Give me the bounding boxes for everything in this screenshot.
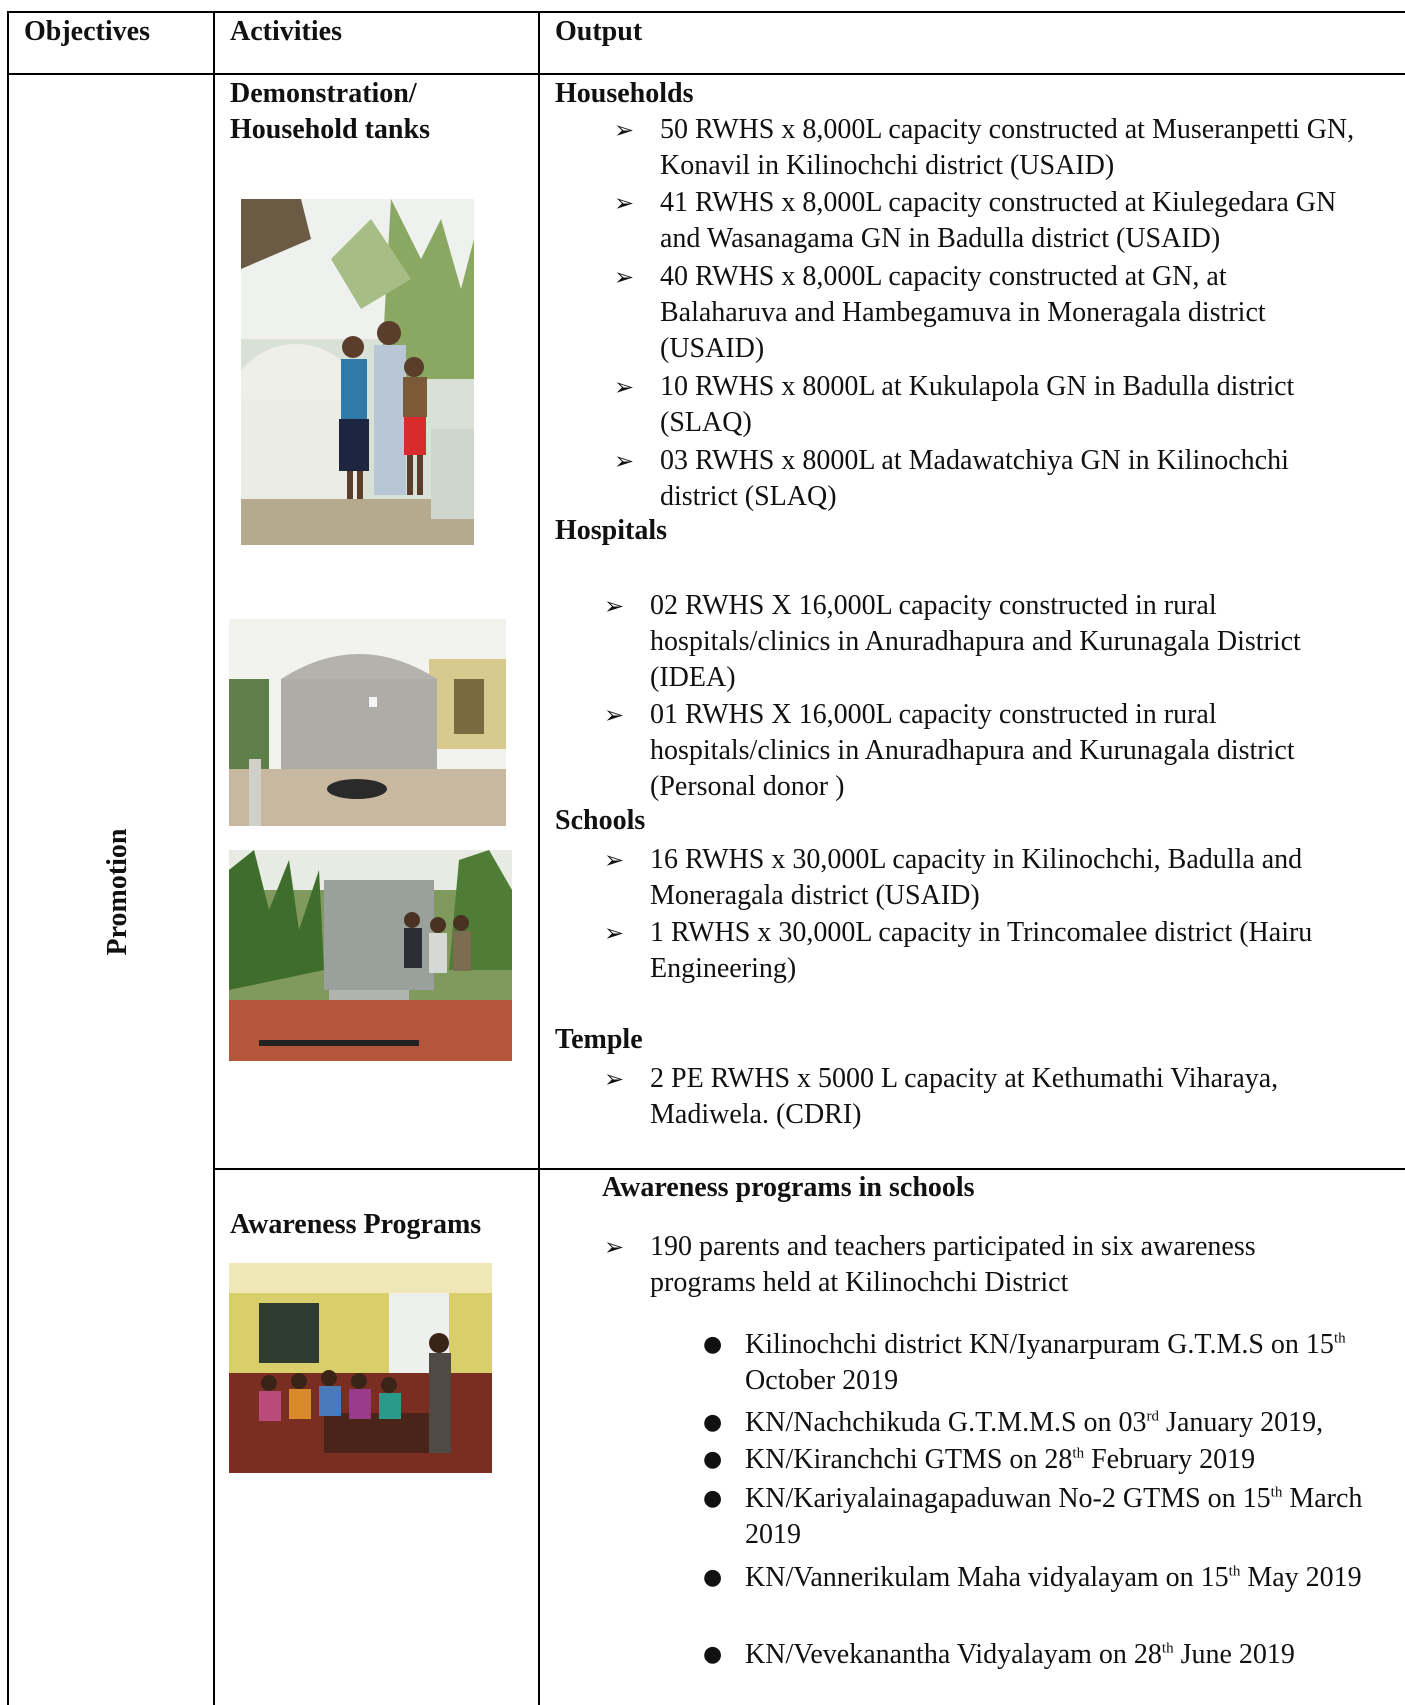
arrowhead-bullet-icon: ➢	[604, 1233, 625, 1261]
awareness-section-title: Awareness programs in schools	[602, 1172, 975, 1203]
arrowhead-bullet-icon: ➢	[604, 846, 625, 874]
activity-demonstration-title: Demonstration/ Household tanks	[230, 78, 430, 145]
arrowhead-bullet-icon: ➢	[614, 373, 635, 401]
arrowhead-bullet-icon: ➢	[614, 447, 635, 475]
header-bottom-border	[7, 73, 1405, 75]
section-schools-title: Schools	[555, 805, 646, 836]
activity-awareness-title: Awareness Programs	[230, 1209, 482, 1240]
column-divider-1	[213, 11, 215, 1705]
arrowhead-bullet-icon: ➢	[604, 1065, 625, 1093]
table-top-border	[7, 11, 1405, 13]
table-left-border	[7, 11, 9, 1705]
header-activities: Activities	[230, 16, 342, 47]
round-bullet-icon: ●	[703, 1447, 723, 1472]
row-divider	[215, 1168, 1405, 1170]
round-bullet-icon: ●	[703, 1565, 723, 1590]
section-households-title: Households	[555, 78, 694, 109]
hospital-tank-photo	[229, 619, 506, 826]
section-hospitals-title: Hospitals	[555, 515, 668, 546]
school-tank-photo	[229, 850, 512, 1061]
column-divider-2	[538, 11, 540, 1705]
arrowhead-bullet-icon: ➢	[614, 189, 635, 217]
round-bullet-icon: ●	[703, 1642, 723, 1667]
household-tank-photo	[241, 199, 474, 545]
header-objectives: Objectives	[24, 16, 150, 47]
awareness-program-photo	[229, 1263, 492, 1473]
arrowhead-bullet-icon: ➢	[604, 592, 625, 620]
round-bullet-icon: ●	[703, 1410, 723, 1435]
arrowhead-bullet-icon: ➢	[614, 116, 635, 144]
round-bullet-icon: ●	[703, 1486, 723, 1511]
section-temple-title: Temple	[555, 1024, 643, 1055]
round-bullet-icon: ●	[703, 1332, 723, 1357]
header-output: Output	[555, 16, 643, 47]
objective-label: Promotion	[102, 828, 133, 956]
arrowhead-bullet-icon: ➢	[604, 701, 625, 729]
arrowhead-bullet-icon: ➢	[604, 919, 625, 947]
arrowhead-bullet-icon: ➢	[614, 263, 635, 291]
